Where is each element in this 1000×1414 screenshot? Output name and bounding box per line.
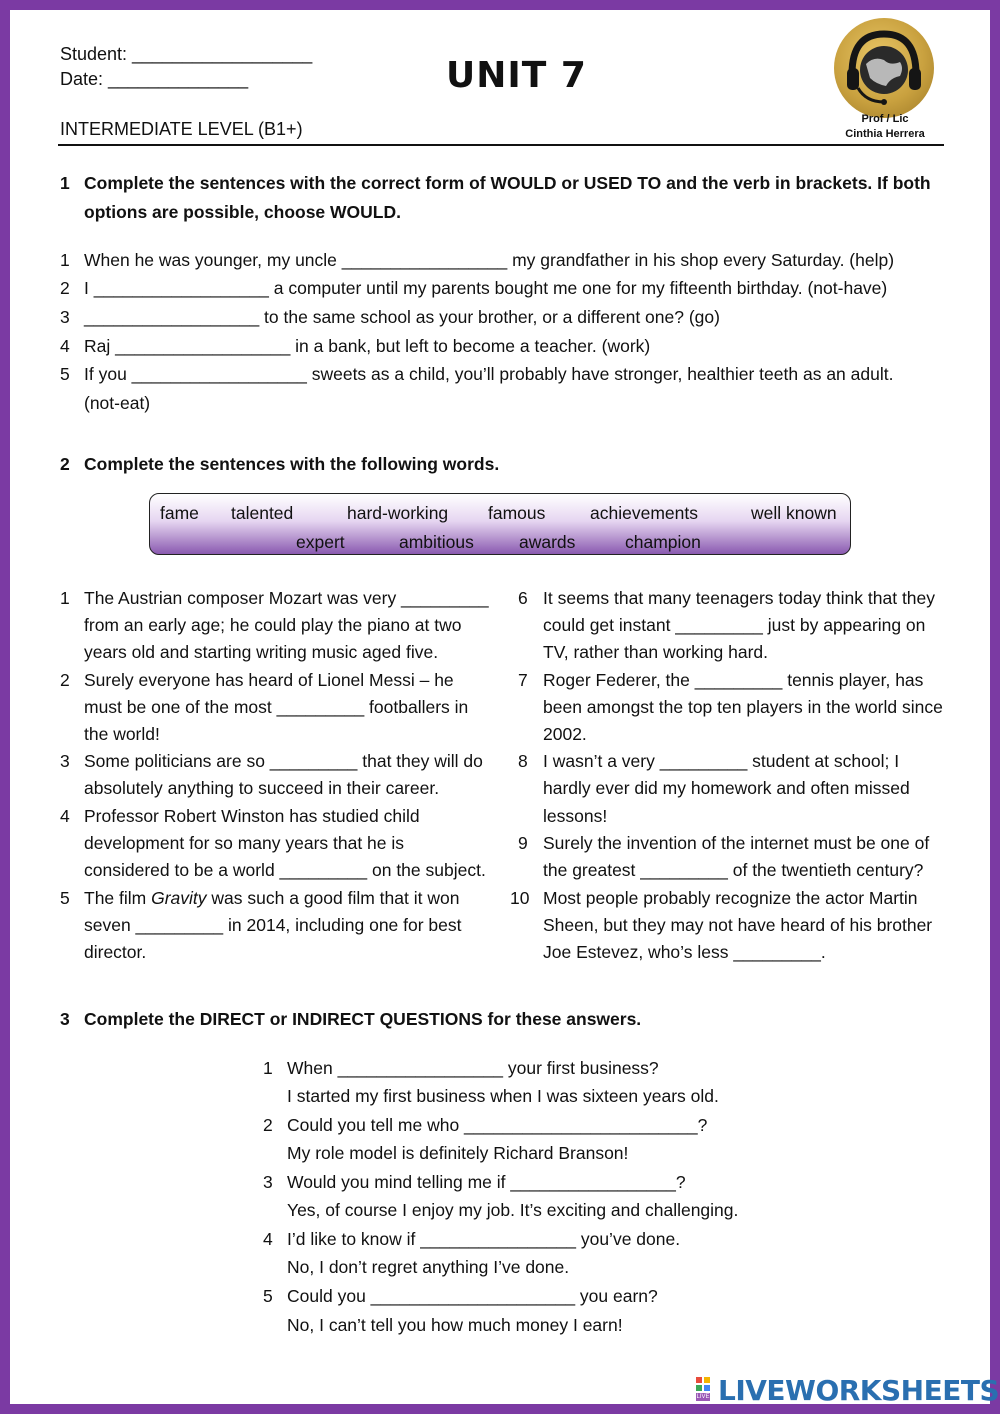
page-title: UNIT 7 [446,55,587,96]
item-number: 8 [518,751,528,771]
s2-item-7-line: 2002. [543,724,587,744]
s3-answer-1: I started my first business when I was sixteen years old. [287,1086,719,1106]
liveworksheets-icon: LIVE [694,1377,714,1403]
s3-question-4: I’d like to know if ________________ you’ve done. [287,1229,681,1249]
s2-item-5-line: The film Gravity was such a good film that it won [84,888,460,908]
item-number: 4 [60,806,70,826]
item-number: 5 [60,888,70,908]
s2-item-9-line: Surely the invention of the internet must be one of [543,833,930,853]
s1-item-5: If you __________________ sweets as a child, you’ll probably have stronger, healthier teeth as an adult. [84,364,894,384]
logo-caption-2: Cinthia Herrera [845,128,925,140]
s3-question-3: Would you mind telling me if _________________? [287,1172,686,1192]
s2-item-1-line: The Austrian composer Mozart was very _________ [84,588,489,608]
item-number: 3 [263,1172,273,1192]
s3-answer-5: No, I can’t tell you how much money I earn! [287,1315,623,1335]
item-number: 5 [60,364,70,384]
header-divider [58,144,944,146]
headphones-icon [834,18,934,118]
item-number: 2 [263,1115,273,1135]
item-number: 2 [60,670,70,690]
section3-instruction: 3 Complete the DIRECT or INDIRECT QUESTIONS for these answers. [60,1009,642,1029]
s3-question-5: Could you _____________________ you earn? [287,1286,658,1306]
s2-item-7-line: been amongst the top ten players in the world since [543,697,943,717]
word-bank-item: well known [751,503,837,523]
item-number: 4 [60,336,70,356]
s2-item-5-line: director. [84,942,147,962]
s1-item-3: __________________ to the same school as your brother, or a different one? (go) [84,307,720,327]
s2-item-4-line: development for so many years that he is [84,833,405,853]
s1-item-2: I __________________ a computer until my parents bought me one for my fifteenth birthday. (not-have) [84,278,888,298]
s2-item-2-line: Surely everyone has heard of Lionel Messi – he [84,670,454,690]
word-bank-item: famous [488,503,546,523]
s2-item-2-line: the world! [84,724,160,744]
s2-item-6-line: TV, rather than working hard. [543,642,769,662]
liveworksheets-brand[interactable]: LIVEWORKSHEETS [718,1374,1000,1407]
s1-item-4: Raj __________________ in a bank, but left to become a teacher. (work) [84,336,651,356]
s2-item-10-line: Sheen, but they may not have heard of his brother [543,915,933,935]
section2-instruction: 2 Complete the sentences with the following words. [60,454,500,474]
level-label: INTERMEDIATE LEVEL (B1+) [60,119,303,139]
s3-answer-3: Yes, of course I enjoy my job. It’s exciting and challenging. [287,1200,739,1220]
headphones-globe-logo [834,18,934,118]
student-field: Student: __________________ [60,44,313,64]
s2-item-3-line: absolutely anything to succeed in their career. [84,778,440,798]
s2-item-6-line: could get instant _________ just by appearing on [543,615,926,635]
item-number: 1 [60,588,70,608]
s3-question-1: When _________________ your first business? [287,1058,659,1078]
item-number: 4 [263,1229,273,1249]
s2-item-1-line: from an early age; he could play the piano at two [84,615,462,635]
s2-item-5-line: seven _________ in 2014, including one for best [84,915,462,935]
s1-item-1: When he was younger, my uncle _________________ my grandfather in his shop every Saturday. (help) [84,250,895,270]
word-bank-item: hard-working [347,503,449,523]
item-number: 2 [60,278,70,298]
s2-item-10-line: Most people probably recognize the actor Martin [543,888,918,908]
s2-item-9-line: the greatest _________ of the twentieth century? [543,860,924,880]
s2-item-4-line: Professor Robert Winston has studied child [84,806,420,826]
s2-item-6-line: It seems that many teenagers today think that they [543,588,936,608]
s2-item-8-line: lessons! [543,806,608,826]
word-bank-item: fame [160,503,199,523]
film-title: Gravity [151,888,207,908]
word-bank-item: expert [296,532,345,552]
word-bank-item: ambitious [399,532,474,552]
word-bank-item: champion [625,532,701,552]
s2-item-8-line: I wasn’t a very _________ student at school; I [543,751,900,771]
s3-answer-2: My role model is definitely Richard Branson! [287,1143,629,1163]
s3-question-2: Could you tell me who ________________________? [287,1115,708,1135]
word-bank-item: achievements [590,503,698,523]
item-number: 3 [60,307,70,327]
s3-answer-4: No, I don’t regret anything I’ve done. [287,1257,570,1277]
item-number: 6 [518,588,528,608]
s2-item-3-line: Some politicians are so _________ that they will do [84,751,483,771]
item-number: 1 [263,1058,273,1078]
s1-item-5-cont: (not-eat) [84,393,151,413]
item-number: 10 [510,888,530,908]
item-number: 1 [60,250,70,270]
section1-instruction: 1 Complete the sentences with the correct form of WOULD or USED TO and the verb in brackets. If both [60,173,931,193]
logo-caption-1: Prof / Lic [861,113,909,125]
section1-instruction-cont: options are possible, choose WOULD. [84,202,401,222]
s2-item-4-line: considered to be a world _________ on the subject. [84,860,486,880]
s2-item-8-line: hardly ever did my homework and often missed [543,778,910,798]
date-field: Date: ______________ [60,69,249,89]
item-number: 5 [263,1286,273,1306]
s2-item-2-line: must be one of the most _________ footballers in [84,697,469,717]
item-number: 3 [60,751,70,771]
word-bank-item: talented [231,503,294,523]
word-bank-item: awards [519,532,576,552]
s2-item-10-line: Joe Estevez, who’s less _________. [543,942,826,962]
item-number: 7 [518,670,528,690]
item-number: 9 [518,833,528,853]
s2-item-7-line: Roger Federer, the _________ tennis player, has [543,670,924,690]
s2-item-1-line: years old and starting writing music aged five. [84,642,439,662]
